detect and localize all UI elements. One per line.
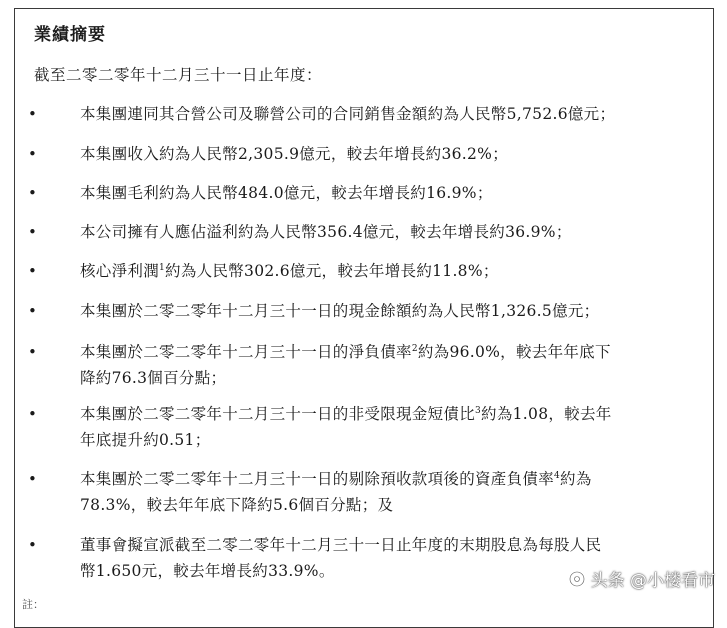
item-text-part: 本集團於二零二零年十二月三十一日的淨負債率	[80, 343, 412, 361]
bullet-icon: •	[28, 405, 38, 423]
item-text: 本公司擁有人應佔溢利約為人民幣356.4億元，較去年增長約36.9%；	[80, 223, 572, 241]
item-text	[80, 401, 700, 453]
item-text-part: 約為1.08，較去年	[481, 405, 612, 423]
item-text-part: 本集團於二零二零年十二月三十一日的非受限現金短債比	[80, 405, 476, 423]
watermark-text: 头条 @小楼看市	[590, 571, 715, 591]
bullet-icon: •	[28, 262, 38, 280]
bullet-icon: •	[28, 470, 38, 488]
item-text-line2: 78.3%，較去年年底下降約5.6個百分點；及	[80, 496, 394, 514]
footnote-marker: 1	[159, 262, 166, 273]
item-text-part: 約為96.0%，較去年年底下	[417, 343, 611, 361]
item-text: 本集團於二零二零年十二月三十一日的現金餘額約為人民幣1,326.5億元；	[80, 302, 600, 320]
item-text-line2: 幣1.650元，較去年增長約33.9%。	[80, 562, 335, 580]
bullet-icon: •	[28, 223, 38, 241]
item-text-part: 約為	[560, 470, 592, 488]
footnote-marker: 4	[554, 470, 561, 481]
section-heading: 業績摘要	[34, 25, 106, 45]
item-text-line2: 降約76.3個百分點；	[80, 369, 227, 387]
bullet-icon: •	[28, 302, 38, 320]
period-intro: 截至二零二零年十二月三十一日止年度：	[34, 66, 323, 84]
item-text: 本集團收入約為人民幣2,305.9億元，較去年增長約36.2%；	[80, 145, 509, 163]
bullet-icon: •	[28, 343, 38, 361]
item-text: 本集團毛利約為人民幣484.0億元，較去年增長約16.9%；	[80, 184, 493, 202]
bullet-icon: •	[28, 105, 38, 123]
footnote-marker: 2	[411, 343, 418, 354]
bullet-icon: •	[28, 145, 38, 163]
item-text	[80, 258, 700, 284]
watermark	[567, 566, 715, 591]
camera-lens-icon	[567, 570, 587, 588]
item-text-part: 本集團於二零二零年十二月三十一日的剔除預收款項後的資產負債率	[80, 470, 555, 488]
item-text-line1: 董事會擬宣派截至二零二零年十二月三十一日止年度的末期股息為每股人民	[80, 536, 602, 554]
item-text	[80, 339, 700, 391]
bullet-icon: •	[28, 184, 38, 202]
footnote-marker: 3	[475, 405, 482, 416]
bullet-icon: •	[28, 536, 38, 554]
item-text-line2: 年底提升約0.51；	[80, 431, 211, 449]
footnote-label: 註：	[22, 598, 44, 611]
item-text: 本集團連同其合營公司及聯營公司的合同銷售金額約為人民幣5,752.6億元；	[80, 105, 616, 123]
item-text-part: 核心淨利潤	[80, 262, 160, 280]
item-text-part: 約為人民幣302.6億元，較去年增長約11.8%；	[165, 262, 499, 280]
item-text	[80, 466, 700, 518]
